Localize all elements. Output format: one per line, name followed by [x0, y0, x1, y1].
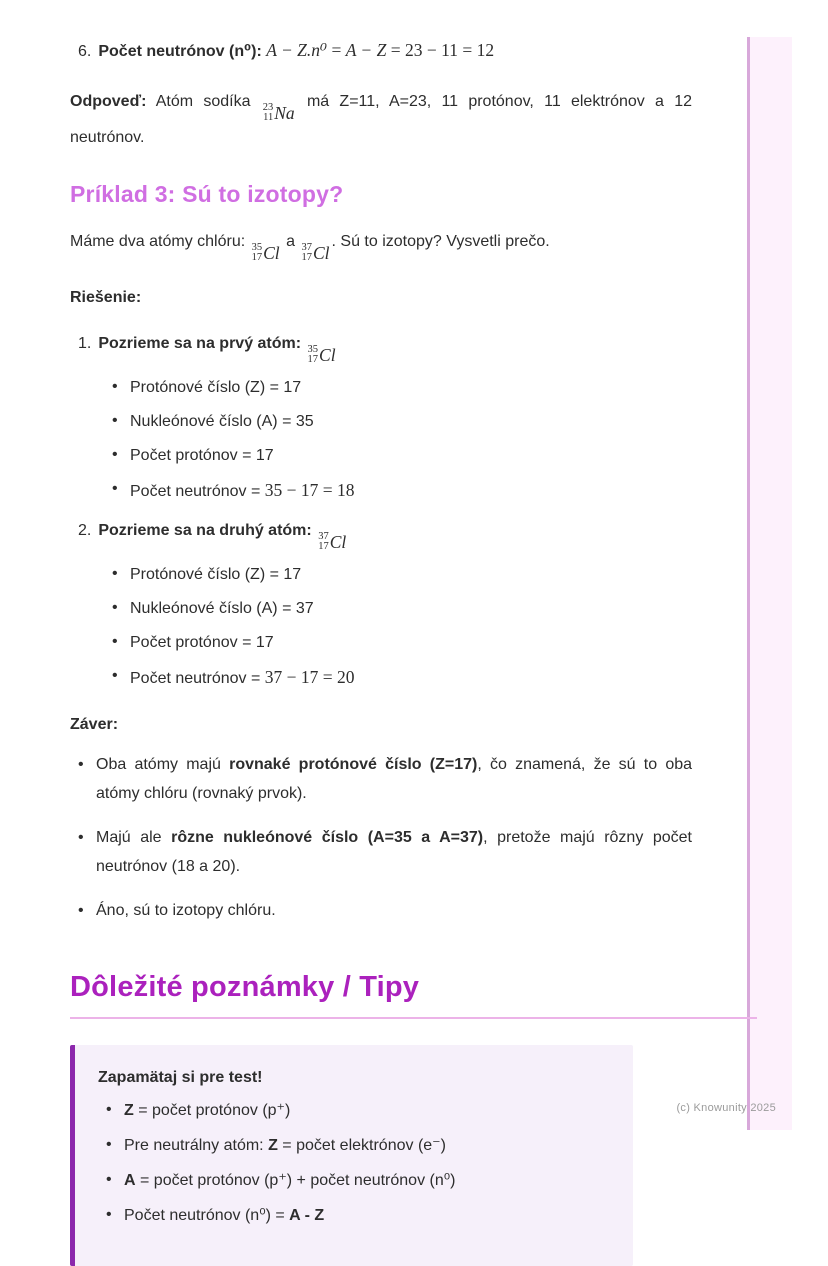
- conclusion-bullet: [70, 750, 692, 808]
- tip-bullet: [98, 1100, 609, 1122]
- text-segment: Nukleónové číslo (A) = 37: [130, 600, 314, 617]
- notes-heading: Dôležité poznámky / Tipy: [70, 971, 420, 1003]
- text-segment: , čo znamená, že sú to oba atómy chlóru (rovnaký prvok).: [96, 756, 693, 802]
- text-segment: Oba atómy majú: [96, 756, 230, 773]
- tip-box-title: Zapamätaj si pre test!: [98, 1069, 263, 1086]
- conclusion-label: Záver:: [70, 716, 119, 733]
- text-segment: , pretože majú rôzny počet neutrónov (18 a 20).: [96, 829, 692, 875]
- tip-bullet: [98, 1135, 609, 1157]
- step-bullet: [70, 666, 692, 690]
- nuclide-notation: 37 17 Cl: [318, 531, 347, 552]
- conclusion-bullet: [70, 896, 692, 925]
- step-bullet: [70, 598, 692, 620]
- text-segment: Pozrieme sa na prvý atóm:: [98, 335, 306, 352]
- text-segment: 37 − 17 = 20: [264, 667, 355, 687]
- nuclide-notation: 23 11 Na: [262, 102, 295, 123]
- text-segment: A - Z: [289, 1207, 325, 1224]
- text-segment: rovnaké protónové číslo (Z=17): [229, 756, 478, 773]
- text-segment: = počet protónov (p⁺) + počet neutrónov (n⁰): [135, 1172, 456, 1189]
- heading-divider: [70, 1017, 757, 1019]
- text-segment: a: [281, 233, 300, 250]
- text-segment: Pre neutrálny atóm:: [124, 1137, 269, 1154]
- solution-steps: [70, 332, 692, 690]
- text-segment: Nukleónové číslo (A) = 35: [130, 413, 314, 430]
- solution-step: [70, 519, 692, 690]
- example-heading: Príklad 3: Sú to izotopy?: [70, 181, 344, 207]
- text-segment: Áno, sú to izotopy chlóru.: [96, 902, 276, 919]
- step-bullet: [70, 411, 692, 433]
- text-segment: Majú ale: [96, 829, 172, 846]
- step-number: 1.: [78, 335, 92, 352]
- numbered-item-6: [78, 38, 692, 64]
- tip-bullet: [98, 1205, 609, 1227]
- step-title: [98, 519, 348, 552]
- text-segment: Protónové číslo (Z) = 17: [130, 379, 302, 396]
- step-title: [98, 332, 337, 365]
- step-bullet: [70, 632, 692, 654]
- conclusion-bullet: [70, 823, 692, 881]
- text-segment: Počet neutrónov (n⁰) =: [124, 1207, 290, 1224]
- page-edge-decoration: [747, 37, 792, 1130]
- text-segment: = 23 − 11 = 12: [386, 40, 495, 60]
- step-bullet: [70, 377, 692, 399]
- text-segment: 35 − 17 = 18: [264, 480, 355, 500]
- text-segment: . Sú to izotopy? Vysvetli prečo.: [331, 233, 550, 250]
- example-intro: [70, 227, 692, 263]
- answer-paragraph: [70, 87, 692, 152]
- page-content: [70, 38, 692, 1266]
- nuclide-notation: 35 17 Cl: [251, 242, 280, 263]
- text-segment: A: [124, 1172, 136, 1189]
- text-segment: A − Z: [345, 40, 387, 60]
- text-segment: Počet protónov = 17: [130, 634, 274, 651]
- item-number: 6.: [78, 43, 92, 60]
- text-segment: Pozrieme sa na druhý atóm:: [98, 522, 317, 539]
- nuclide-notation: 37 17 Cl: [301, 242, 330, 263]
- text-segment: Protónové číslo (Z) = 17: [130, 566, 302, 583]
- text-segment: Z: [268, 1137, 278, 1154]
- text-segment: rôzne nukleónové číslo (A=35 a A=37): [171, 829, 484, 846]
- text-segment: Odpoveď:: [70, 93, 147, 110]
- text-segment: Počet neutrónov =: [130, 483, 265, 500]
- step-bullet: [70, 479, 692, 503]
- text-segment: Z: [124, 1102, 134, 1119]
- text-segment: Máme dva atómy chlóru:: [70, 233, 250, 250]
- text-segment: = počet protónov (p⁺): [133, 1102, 291, 1119]
- step-number: 2.: [78, 522, 92, 539]
- solution-step: [70, 332, 692, 503]
- step-bullet: [70, 445, 692, 467]
- tip-list: [98, 1100, 609, 1227]
- item-text: [98, 38, 494, 64]
- text-segment: =: [327, 40, 346, 60]
- text-segment: Počet neutrónov =: [130, 670, 265, 687]
- text-segment: má Z=11, A=23, 11 protónov, 11 elektrónov a 12 neutrónov.: [70, 93, 692, 146]
- text-segment: Počet protónov = 17: [130, 447, 274, 464]
- conclusion-list: [70, 750, 692, 925]
- step-bullet: [70, 564, 692, 586]
- tip-bullet: [98, 1170, 609, 1192]
- text-segment: Atóm sodíka: [146, 93, 261, 110]
- copyright-notice: (c) Knowunity 2025: [676, 1102, 776, 1114]
- tip-box: [70, 1045, 633, 1266]
- text-segment: = počet elektrónov (e⁻): [277, 1137, 446, 1154]
- nuclide-notation: 35 17 Cl: [307, 344, 336, 365]
- text-segment: Počet neutrónov (n⁰):: [98, 43, 262, 60]
- solution-label: Riešenie:: [70, 289, 142, 306]
- text-segment: A − Z.n⁰: [266, 40, 328, 60]
